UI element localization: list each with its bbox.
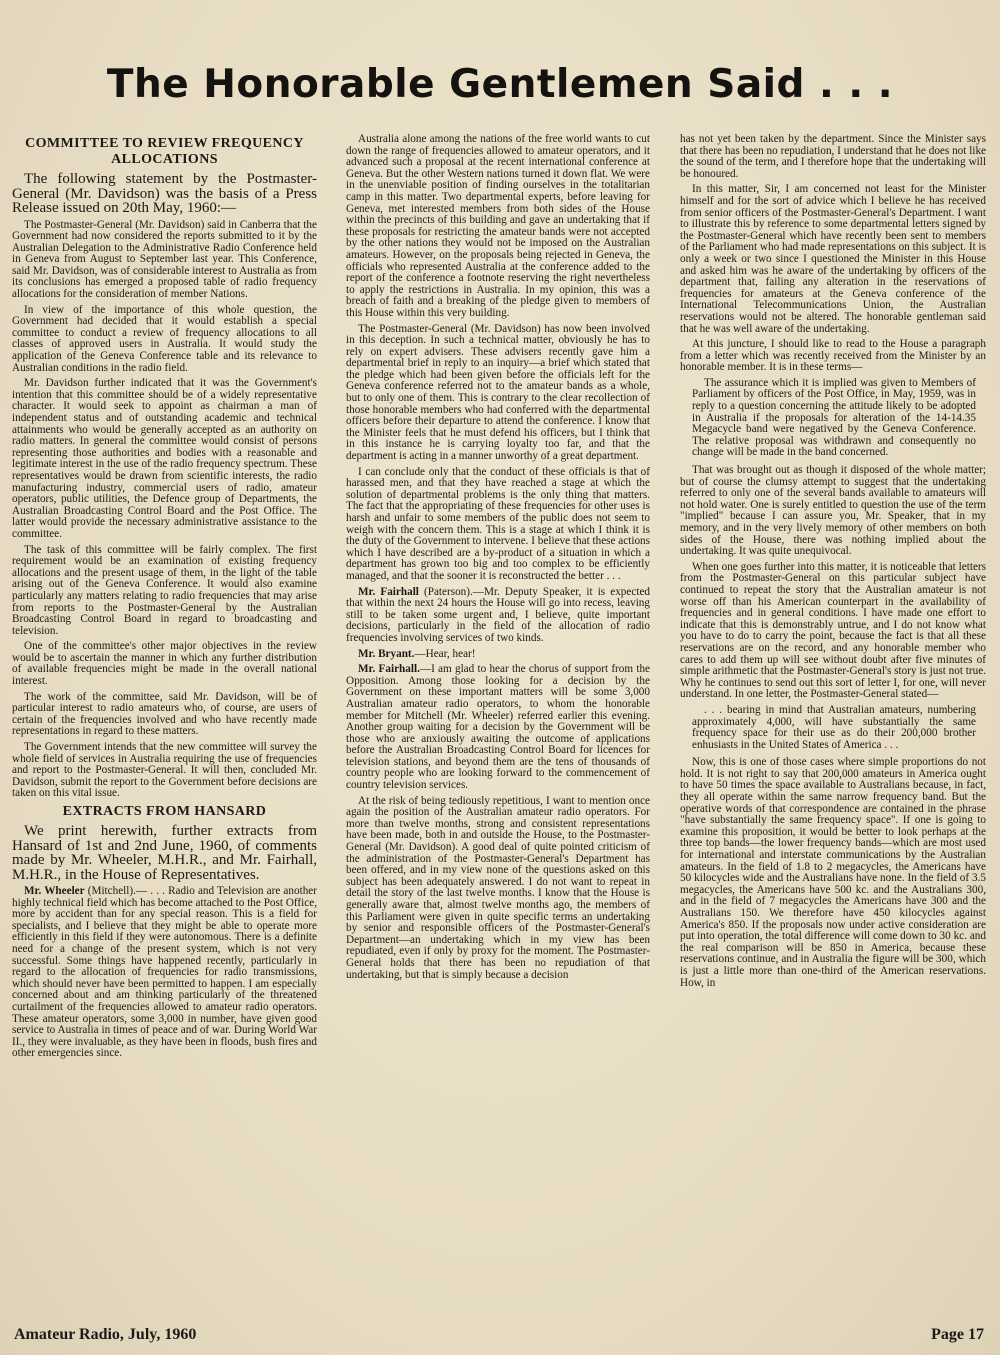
paragraph: Australia alone among the nations of the free world wants to cut down the range of frequencies allowed to amateur operators, and it advanced such a proposal at the recent international conference at Geneva. But the other Western nations turned it down flat. We were in the unenviable position of finding ourselves in the totalitarian camp in this matter. Two departmental experts, before leaving for Geneva, met interested members from both sides of the House within the precincts of this building and gave an undertaking that if these proposals for restricting the amateur bands were not accepted by the other nations they would not be imposed on the Australian amateurs. However, on the proposals being rejected in Geneva, the officials who represented Australia at the conference added to the report of the conference a footnote reserving the right nevertheless to apply the restrictions in Australia. In my opinion, this was a breach of faith and a breaking of the pledge given to members of this House within this very building. — [346, 134, 650, 319]
paragraph: The task of this committee will be fairly complex. The first requirement would be an examination of existing frequency allocations and the present usage of them, in the light of the table arising out of the Geneva Conference. It would also examine particularly any matters relating to radio frequencies that may arise from reports to the Postmaster-General by the Australian Broadcasting Control Board in regard to broadcasting and television. — [12, 543, 317, 637]
paragraph: One of the committee's other major objectives in the review would be to ascertain the manner in which any further distribution of available frequencies might be made in the overall national interest. — [12, 640, 317, 688]
paragraph: The Postmaster-General (Mr. Davidson) has now been involved in this deception. In such a technical matter, obviously he has to rely on expert advisers. These advisers recently gave him a departmental brief in reply to an inquiry—a brief which stated that the pledge which had been given before the officials left for the Geneva conference referred not to the amateur bands as a whole, but to only one of them. This is contrary to the clear recollection of those honorable members who had conferred with the departmental officers before their departure to attend the conference. I know that the Minister feels that he must defend his officers, but I think that in this instance he is carrying loyalty too far, and that the department is acting in a manner unworthy of a great department. — [346, 322, 650, 463]
paragraph: The work of the committee, said Mr. Davidson, will be of particular interest to radio amateurs who, of course, are users of certain of the frequencies involved and who have recently made representations in regard to these matters. — [12, 690, 317, 738]
section-intro-hansard: We print herewith, further extracts from Hansard of 1st and 2nd June, 1960, of comments made by Mr. Wheeler, M.H.R., and Mr. Fairhall, M.H.R., in the House of Representatives. — [12, 823, 317, 883]
column-2 — [346, 134, 650, 1314]
paragraph: At the risk of being tediously repetitious, I want to mention once again the position of the Australian amateur radio operators. For more than twelve months, strong and consistent representations have been made, both in and outside the House, to the Postmaster-General (Mr. Davidson). A good deal of quite pointed criticism of the administration of the Postmaster-General's Department has been offered, and in my view none of the questions asked on this subject has been adequately answered. I do not want to repeat in detail the story of the last twelve months. I know that the House is generally aware that, almost twelve months ago, the members of this Parliament were given in quite specific terms an undertaking by senior and responsible officers of the Postmaster-General's Department—an undertaking which in my view has been repudiated, even if only by proxy for the moment. The Postmaster-General holds that there has been no repudiation of that undertaking, but that is simply because a decision — [346, 794, 650, 981]
paragraph: Now, this is one of those cases where simple proportions do not hold. It is not right to say that 200,000 amateurs in America ought to have 50 times the space available to Australians because, in fact, they all operate within the same narrow frequency band. But the operative words of that correspondence are contained in the phrase "have substantially the same frequency space". If one is going to examine this proposition, it would be better to look perhaps at the three top bands—the lower frequency bands—which are most used for international and interstate communications by the Australian amateurs. In the field of 1.8 to 2 megacycles, the Americans have 50 kilocycles wide and the Australians have none. In the field of 3.5 megacycles, the Americans have 500 kc. and the Australians 300, and in the field of 7 megacycles the Americans have 300 and the Australians 150. We therefore have 450 kilocycles against America's 850. If the proposals now under active consideration are put into operation, the total difference will come down to 30 kc. and the real comparison will be 850 in America, because these reservations continue, and in Australia the figure will be 300, which is just a little more than one-third of the American reservations. How, in — [680, 756, 986, 989]
section-heading-committee: COMMITTEE TO REVIEW FREQUENCY ALLOCATIONS — [25, 136, 304, 167]
speech-text: (Mitchell).— . . . Radio and Television are another highly technical field which has become attached to the Post Office, more by accident than for any special reason. This is a field for specialists, and I believe that they might be able to operate more efficiently in this field if they were autonomous. There is a definite need for a change of the present system, which is not very successful. Some things have happened recently, particularly in regard to the allocation of frequencies for radio transmissions, which should never have been permitted to happen. I am especially concerned about and am thinking particularly of the threatened curtailment of the frequencies allowed to amateur radio operators. These amateur operators, some 3,000 in number, have given good service to Australia in times of peace and of war. During World War II., they were invaluable, as they have been in floods, bush fires and other emergencies since. — [12, 885, 317, 1060]
paragraph: The Government intends that the new committee will survey the whole field of services in Australia requiring the use of frequencies and report to the Postmaster-General. It will then, concluded Mr. Davidson, submit the report to the Government before decisions are taken on this vital issue. — [12, 741, 317, 800]
paragraph: Mr. Davidson further indicated that it was the Government's intention that this committee should be of a widely representative character. It would seek to appoint as chairman a man of independent status and of outstanding academic and technical attainments who would be generally accepted as an authority on radio matters. In general the committee would consist of persons representing those authorities and bodies with a reasonable and legitimate interest in the use of the radio frequency spectrum. These representatives would be drawn from scientific interests, the radio manufacturing industry, commercial users of radio, amateur operators, public utilities, the Defence group of Departments, the Australian Broadcasting Control Board and the Post Office. The latter would provide the necessary administrative assistance to the committee. — [12, 377, 317, 540]
quoted-letter: . . . bearing in mind that Australian amateurs, numbering approximately 4,000, will have substantially the same frequency space for their use as do their 200,000 brother enhusiasts in the United States of America . . . — [692, 703, 976, 751]
paragraph: has not yet been taken by the department. Since the Minister says that there has been no repudiation, I understand that he does not like the sound of the term, and I therefore hope that the undertaking will be honoured. — [680, 134, 986, 180]
quoted-letter: The assurance which it is implied was given to Members of Parliament by officers of the Post Office, in May, 1959, was in reply to a question concerning the attitude likely to be adopted in Australia if the proposals for alteration of the 14-14.35 Megacycle band were negatived by the Geneva Conference. The relative proposal was withdrawn and consequently no change will be made in the band concerned. — [692, 376, 976, 459]
column-1 — [12, 134, 317, 1314]
paragraph-bryant — [346, 649, 650, 661]
paragraph-fairhall — [346, 664, 650, 792]
speaker-name: Mr. Fairhall. — [358, 663, 420, 676]
page-title: The Honorable Gentlemen Said . . . — [106, 62, 894, 107]
speaker-name: Mr. Bryant. — [358, 647, 415, 660]
speech-text: —I am glad to hear the chorus of support from the Opposition. Among those looking for a decision by the Government on these important matters will be some 3,000 Australian amateur radio operators, to whom the honorable member for Mitchell (Mr. Wheeler) referred earlier this evening. Another group waiting for a decision by the Government will be those who are anxiously awaiting the outcome of applications before the Australian Broadcasting Control Board for licences for television stations, and beyond them are the tens of thousands of country people who are looking forward to the commencement of country television services. — [346, 663, 650, 792]
footer-page-number: Page 17 — [931, 1326, 984, 1343]
speaker-name: Mr. Fairhall — [358, 585, 419, 598]
paragraph-wheeler — [12, 886, 317, 1060]
speech-text: —Hear, hear! — [414, 647, 476, 660]
paragraph: In view of the importance of this whole question, the Government had decided that it would establish a special committee to conduct a review of frequency allocations to all classes of approved users in Australia. It would study the application of the Geneva Conference table and its relevance to Australian conditions in the radio field. — [12, 303, 317, 374]
footer-publication: Amateur Radio, July, 1960 — [14, 1326, 197, 1343]
section-intro-committee: The following statement by the Postmaster-General (Mr. Davidson) was the basis of a Press Release issued on 20th May, 1960:— — [12, 171, 317, 216]
speaker-name: Mr. Wheeler — [24, 885, 85, 897]
paragraph: In this matter, Sir, I am concerned not least for the Minister himself and for the sort of advice which I believe he has received from senior officers of the Postmaster-General's Department. I want to illustrate this by reference to some departmental letters signed by the Postmaster-General which have recently been sent to members of the Parliament who had made representations on this subject. It is only a week or two since I questioned the Minister in this House and asked him was he aware of the undertaking by officers of the department that, failing any alteration in the reservations of frequencies for amateurs at the Geneva conference of the International Telecommunications Union, the Australian reservations would not be altered. The honorable gentleman said that he was well aware of the undertaking. — [680, 183, 986, 335]
paragraph: That was brought out as though it disposed of the whole matter; but of course the clumsy attempt to suggest that the undertaking referred to only one of the several bands available to amateurs will not hold water. One is surely entitled to question the use of the term "implied" because I can assure you, Mr. Speaker, that in my memory, and in the very lively memory of other members on both sides of the House, there was nothing implied about the undertaking. It was quite unequivocal. — [680, 464, 986, 558]
paragraph: The Postmaster-General (Mr. Davidson) said in Canberra that the Government had now considered the reports submitted to it by the Australian Delegation to the Administrative Radio Conference held in Geneva from August to September last year. This Conference, said Mr. Davidson, was of considerable interest to Australia as from its conclusions has emerged a proposed table of radio frequency allocations for the consideration of member Nations. — [12, 218, 317, 301]
paragraph: At this juncture, I should like to read to the House a paragraph from a letter which was recently received from the Minister by an honorable member. It is in these terms— — [680, 338, 986, 374]
paragraph-fairhall — [346, 587, 650, 645]
speech-text: (Paterson).—Mr. Deputy Speaker, it is expected that within the next 24 hours the House will go into recess, leaving still to be taken some urgent and, I believe, quite important decisions, particularly in the field of the allocation of radio frequencies involving services of two kinds. — [346, 585, 650, 644]
column-3 — [680, 134, 986, 1314]
paragraph: When one goes further into this matter, it is noticeable that letters from the Postmaster-General on this particular subject have continued to repeat the story that the Australian amateur is not worse off than his American counterpart in the availability of frequencies and in general conditions. I have made one effort to indicate that this is demonstrably untrue, and I do not know what you have to do to carry the point, because the fact is that all these reservations are on the record, and any honorable member who cares to add them up will see without doubt after five minutes of simple arithmetic that the Postmaster-General's story is just not true. Why he continues to send out this sort of letter I, for one, will never understand. In one letter, the Postmaster-General stated— — [680, 560, 986, 701]
paragraph: I can conclude only that the conduct of these officials is that of harassed men, and that they have reached a stage at which the solution of departmental problems is the only thing that matters. The fact that the appropriating of these frequencies for other uses is harsh and unfair to some members of the public does not seem to weigh with the concern them. This is a stage at which I think it is the duty of the Government to intervene. I believe that these actions which I have described are a by-product of a situation in which a department has grown too big and too complex to be efficiently managed, and that the sooner it is reconstructed the better . . . — [346, 465, 650, 582]
section-heading-hansard: EXTRACTS FROM HANSARD — [62, 804, 267, 819]
